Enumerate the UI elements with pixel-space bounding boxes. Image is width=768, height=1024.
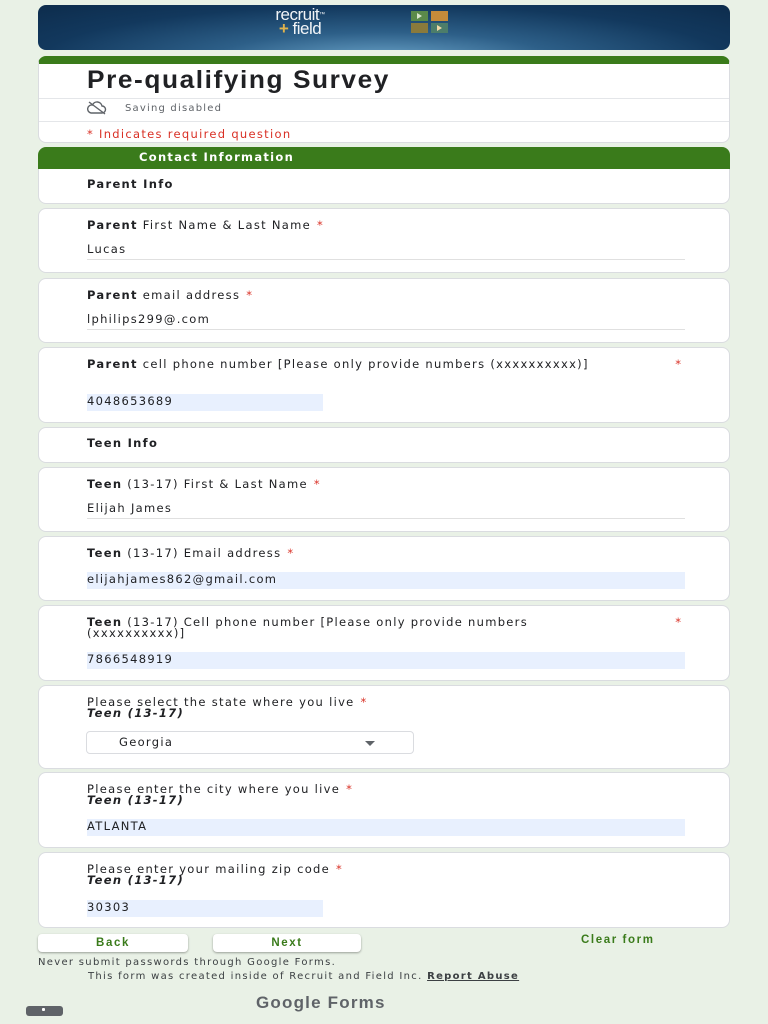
question-label — [87, 617, 627, 639]
question-zip — [38, 852, 730, 928]
divider — [39, 121, 729, 122]
question-city — [38, 772, 730, 848]
required-asterisk: * — [360, 695, 368, 709]
label-rest: (13-17) Cell phone number [Please only provide numbers (xxxxxxxxxx)] — [87, 615, 529, 640]
form-title-card — [38, 56, 730, 143]
teen-email-input[interactable]: elijahjames862@gmail.com — [87, 572, 685, 589]
label-rest: email address — [137, 288, 241, 302]
label-text: Please enter your mailing zip code — [87, 862, 331, 876]
label-strong: Parent — [87, 357, 138, 371]
required-asterisk: * — [675, 615, 681, 629]
question-parent-email — [38, 278, 730, 343]
zip-input[interactable]: 30303 — [87, 900, 323, 917]
question-label — [87, 290, 677, 301]
parent-info-heading: Parent Info — [87, 177, 174, 191]
question-label — [87, 359, 607, 370]
form-title: Pre-qualifying Survey — [87, 66, 390, 94]
logo-mark-icon — [411, 11, 451, 33]
state-select-value: Georgia — [119, 735, 174, 749]
question-teen-name — [38, 467, 730, 532]
question-label — [87, 697, 677, 719]
created-note-text: This form was created inside of Recruit and Field Inc. — [88, 971, 423, 982]
label-rest: cell phone number [Please only provide numbers (xxxxxxxxxx)] — [137, 357, 589, 371]
label-subtext: Teen (13-17) — [87, 873, 185, 887]
parent-email-input[interactable]: lphilips299@.com — [87, 312, 685, 330]
label-subtext: Teen (13-17) — [87, 706, 185, 720]
label-rest: (13-17) Email address — [122, 546, 282, 560]
chevron-down-icon — [365, 741, 375, 746]
section-title: Contact Information — [139, 150, 295, 164]
question-label — [87, 479, 677, 490]
report-abuse-link[interactable]: Report Abuse — [427, 971, 520, 982]
state-select[interactable] — [86, 731, 414, 754]
question-label — [87, 220, 677, 231]
question-label — [87, 548, 677, 559]
label-rest: First Name & Last Name — [137, 218, 311, 232]
label-text: Please select the state where you live — [87, 695, 355, 709]
feedback-icon[interactable] — [26, 1006, 63, 1016]
label-strong: Parent — [87, 218, 138, 232]
required-note: * Indicates required question — [87, 127, 292, 141]
question-parent-name — [38, 208, 730, 273]
question-label — [87, 864, 677, 886]
header-banner — [38, 5, 730, 50]
logo-trademark: ™ — [319, 12, 325, 18]
required-asterisk: * — [675, 357, 681, 371]
question-teen-email — [38, 536, 730, 601]
teen-info-heading: Teen Info — [87, 436, 159, 450]
question-parent-phone — [38, 347, 730, 423]
parent-name-input[interactable]: Lucas — [87, 242, 685, 260]
label-strong: Teen — [87, 477, 123, 491]
label-text: Please enter the city where you live — [87, 782, 341, 796]
cloud-off-icon — [87, 101, 107, 115]
question-state — [38, 685, 730, 769]
required-asterisk: * — [287, 546, 295, 560]
divider — [39, 98, 729, 99]
recruit-field-logo — [260, 5, 340, 38]
teen-phone-input[interactable]: 7866548919 — [87, 652, 685, 669]
next-button[interactable]: Next — [213, 934, 361, 952]
required-asterisk: * — [313, 477, 321, 491]
city-input[interactable]: ATLANTA — [87, 819, 685, 836]
label-strong: Teen — [87, 546, 123, 560]
created-note — [88, 972, 688, 982]
label-strong: Parent — [87, 288, 138, 302]
section-body — [38, 169, 730, 204]
teen-name-input[interactable]: Elijah James — [87, 501, 685, 519]
password-warning: Never submit passwords through Google Forms. — [38, 957, 337, 968]
question-label — [87, 784, 677, 806]
clear-form-button[interactable]: Clear form — [581, 934, 655, 946]
logo-text-line2: field — [292, 19, 322, 38]
label-subtext: Teen (13-17) — [87, 793, 185, 807]
saving-status-text: Saving disabled — [125, 103, 223, 114]
label-strong: Teen — [87, 615, 123, 629]
required-asterisk: * — [346, 782, 354, 796]
logo-text-line1: recruit — [275, 5, 320, 24]
google-forms-logo[interactable]: Google Forms — [256, 993, 386, 1012]
saving-status-row — [87, 101, 222, 115]
required-asterisk: * — [246, 288, 254, 302]
question-teen-phone — [38, 605, 730, 681]
required-asterisk: * — [336, 862, 344, 876]
parent-phone-input[interactable]: 4048653689 — [87, 394, 323, 411]
back-button[interactable]: Back — [38, 934, 188, 952]
required-asterisk: * — [317, 218, 325, 232]
label-rest: (13-17) First & Last Name — [122, 477, 308, 491]
section-header — [38, 147, 730, 169]
logo-plus: + — [278, 19, 289, 38]
teen-info-card — [38, 427, 730, 463]
